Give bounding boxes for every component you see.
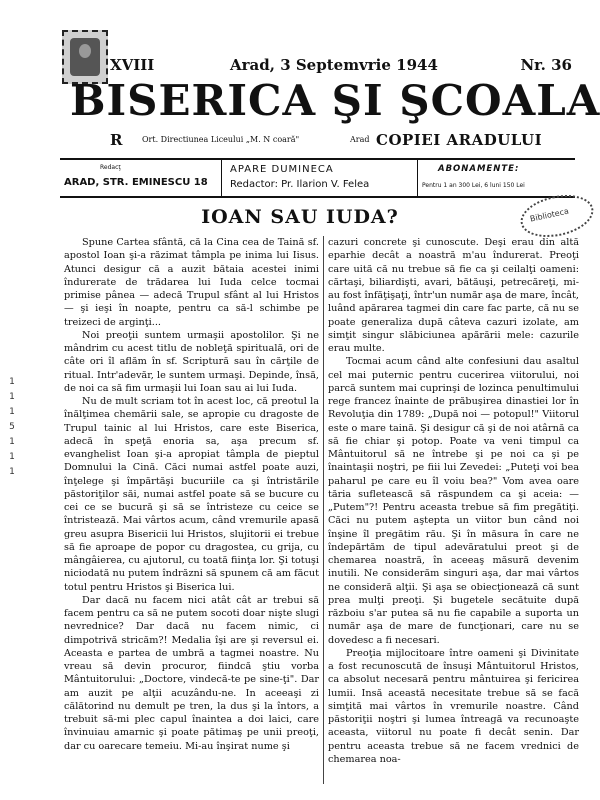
margin-mark: 1 <box>9 452 15 462</box>
article-column-left <box>64 236 319 753</box>
issue-date: Arad, 3 Septemvrie 1944 <box>230 56 438 74</box>
subscriptions-label: ABONAMENTE: <box>438 164 520 174</box>
article-paragraph: Nu de mult scriam tot în acest loc, că preotul la înălţimea chemării sale, se apropie cu dragoste de Trupul tainic al lui Hristos, care este Biserica, adecă în speţă enoria sa, aşa precum sf. evanghelist Ioan şi-a apropiat tâmpla de pieptul Domnului la Cină. Căci numai astfel poate auzi, înţelege şi împărtăşi bucuriile ca şi întristările păstoriţilor săi, numai astfel poate să se bucure cu cei ce se bucură şi să se întristeze cu ceice se întristează. Mai vârtos acum, când vremurile apasă greu asupra Bisericii lui Hristos, slujitorii ei trebue să fie aproape de popor cu dragostea, cu grija, cu mângâierea, cu ajutorul, cu toată fiinţa lor. Şi totuşi niciodată nu putem îndrăzni să spunem că am făcut totul pentru Hristos şi Biserica lui. <box>64 396 319 593</box>
subtitle-right: COPIEI ARADULUI <box>376 131 543 149</box>
article-headline: IOAN SAU IUDA? <box>201 206 399 228</box>
issue-year: XVIII <box>110 56 155 74</box>
margin-mark: 1 <box>9 392 15 402</box>
margin-mark: 1 <box>9 407 15 417</box>
margin-mark: 5 <box>9 422 15 432</box>
editor-label: Redactor: Pr. Ilarion V. Felea <box>230 179 370 190</box>
margin-mark: 1 <box>9 467 15 477</box>
library-stamp-text: Biblioteca <box>529 206 570 224</box>
article-paragraph: Dar dacă nu facem nici atât cât ar trebui să facem pentru ca să ne putem socoti doar nişte slugi nevrednice? Dar dacă nu facem nimic, ci dimpotrivă stricăm?! Medalia îşi are şi reversul ei. Aceasta e partea de umbră a tagmei noastre. Nu vreau să devin procuror, fiindcă ştiu vorba Mântuitorului: „Doctore, vindecă-te pe sine-ţi". Dar am auzit pe alţii acuzându-ne. In aceeaşi zi călătorind nu demult pe tren, la dus şi la întors, a trebuit să-mi plec capul înaintea a doi laici, care învinuiau amarnic şi poate pătimaş pe unii preoţi, dar cu oarecare temeiu. Mi-au înşirat nume şi <box>64 594 319 752</box>
issue-number: Nr. 36 <box>520 56 572 74</box>
info-bar <box>60 158 575 198</box>
redaction-cell <box>60 160 222 196</box>
masthead-title: BISERICA ŞI ŞCOALA <box>70 76 600 125</box>
portrait-icon <box>79 44 91 58</box>
issue-line <box>110 56 572 74</box>
masthead-subtitle <box>110 131 580 149</box>
margin-mark: 1 <box>9 377 15 387</box>
margin-marks <box>6 375 18 480</box>
appearance-cell <box>222 160 418 196</box>
appears-label: APARE DUMINECA <box>230 164 334 175</box>
redaction-address: ARAD, STR. EMINESCU 18 <box>64 177 208 188</box>
subtitle-small: Ort. Directiunea Liceului „M. N coară" <box>142 135 300 144</box>
subtitle-left: R <box>110 131 123 149</box>
article-column-right <box>328 236 579 766</box>
article-paragraph: cazuri concrete şi cunoscute. Deşi erau din altă eparhie decât a noastră m'au îndurerat. Preoţi care uită că nu trebue să fie ca şi ceilalţi oameni: cărtaşi, biliardişti, avari, bătăuşi, petrecăreţi, mi-au fost înfăţişaţi, într'un număr aşa de mare, încât, luând apărarea tagmei din care fac parte, că nu se poate generaliza după câteva cazuri izolate, am simţit singur slăbiciunea apărării mele: cazurile erau multe. <box>328 237 579 354</box>
article-paragraph: Preoţia mijlocitoare între oameni şi Divinitate a fost recunoscută de însuşi Mântuitorul Hristos, ca absolut necesară pentru mântuirea şi fericirea lumii. Insă această necesitate trebue să se facă simţită mai vârtos în vremurile noastre. Când păstoriţii noştri şi lumea întreagă va recunoaşte aceasta, viitorul nu poate fi decât senin. Dar pentru aceasta trebue să ne facem vrednici de chemarea noa- <box>328 647 579 765</box>
subscriptions-cell <box>418 160 575 196</box>
margin-mark: 1 <box>9 437 15 447</box>
article-paragraph: Tocmai acum când alte confesiuni dau asaltul cel mai puternic pentru cucerirea viitorului, noi parcă suntem mai cuprinşi de lozinca penultimului rege francez înainte de prăbuşirea dinastiei lor în Revoluţia din 1789: „După noi — potopul!" Viitorul este o mare taină. Şi desigur că şi de noi atârnă ca să fie chiar şi potop. Poate va veni timpul ca Mântuitorul să ne întrebe şi pe noi ca şi pe înaintaşii noştri, pe fiii lui Zevedei: „Puteţi voi bea paharul pe care eu îl voiu bea?" Vom avea oare tăria sufletească să răspundem ca şi aceia: — „Putem"?! Pentru aceasta trebue să fim pregătiţi. Căci nu putem aştepta un viitor bun când noi înşine îl pregătim rău. Şi în măsura în care ne îndepărtăm de tipul adevăratului preot şi de chemarea noastră, în aceeaş măsură devenim inutili. Ne considerăm singuri aşa, dar mai vârtos ne consideră alţii. Şi aşa se obiecţionează că sunt prea mulţi preoţi. Şi bugetele secătuite după războiu s'ar putea să nu fie capabile a suporta un număr aşa de mare de funcţionari, care nu se dovedesc a fi necesari. <box>328 356 579 646</box>
subscriptions-text: Pentru 1 an 300 Lei, 6 luni 150 Lei <box>422 182 525 189</box>
stamp-portrait <box>70 38 100 76</box>
redaction-label: Redacţ <box>100 164 121 171</box>
subtitle-arad: Arad <box>350 135 370 144</box>
article-paragraph: Spune Cartea sfântă, că la Cina cea de Taină sf. apostol Ioan şi-a răzimat tâmpla pe inima lui Iisus. Atunci desigur că a auzit bătaia acestei inimi îndurerate de trădarea lui Iuda celce tocmai primise pânea — adecă Trupul sfânt al lui Hristos — şi ieşi în noapte, pentru ca să-l schimbe pe treizeci de arginţi... <box>64 237 319 328</box>
article-paragraph: Noi preoţii suntem urmaşii apostolilor. Şi ne mândrim cu acest titlu de nobleţă spirituală, ori de câte ori îl aflăm în sf. Scriptură sau în cărţile de ritual. Intr'adevăr, le suntem urmaşi. Depinde, însă, de noi ca să fim urmaşii lui Ioan sau ai lui Iuda. <box>64 329 319 394</box>
column-divider <box>323 236 324 784</box>
